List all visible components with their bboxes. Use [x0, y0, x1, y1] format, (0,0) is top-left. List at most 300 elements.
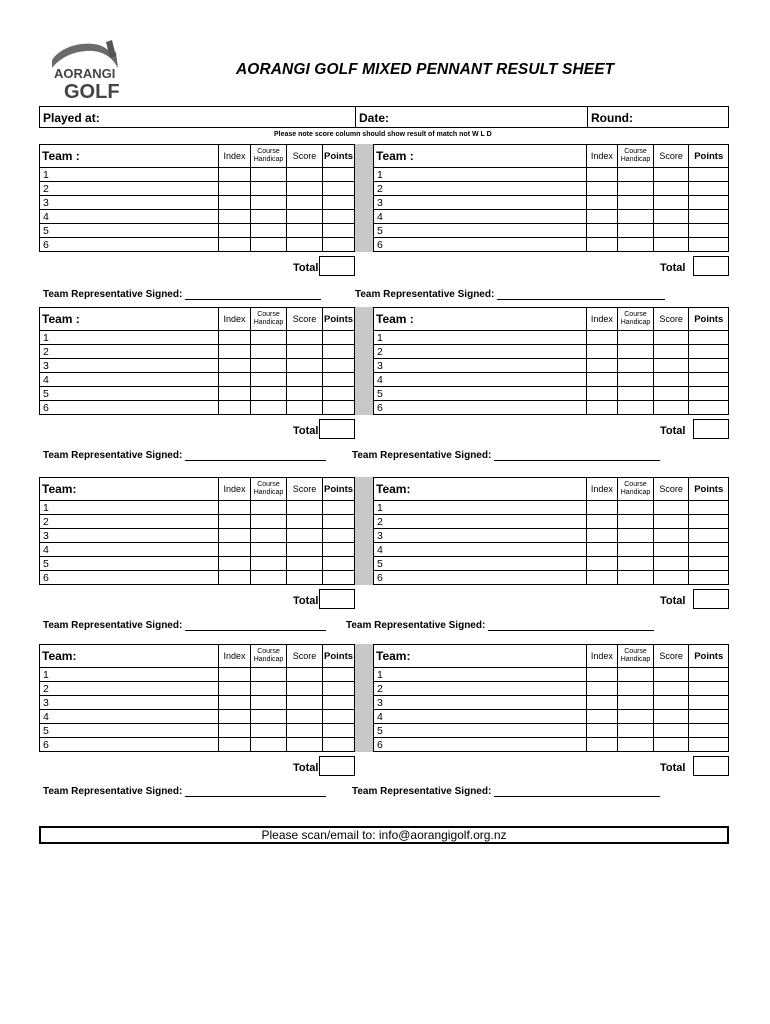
- right-player-name-cell[interactable]: 3: [373, 196, 587, 210]
- right-course-handicap-cell[interactable]: [618, 668, 654, 682]
- course-header-line1: Course: [257, 481, 280, 488]
- left-player-name-cell[interactable]: 1: [39, 501, 219, 515]
- right-player-name-cell[interactable]: 2: [373, 682, 587, 696]
- right-player-name-cell[interactable]: 4: [373, 210, 587, 224]
- right-index-cell[interactable]: [587, 696, 619, 710]
- left-points-cell[interactable]: [323, 682, 355, 696]
- right-points-cell[interactable]: [689, 724, 729, 738]
- left-index-cell[interactable]: [219, 571, 251, 585]
- left-total-field[interactable]: [319, 756, 355, 776]
- right-player-name-cell[interactable]: 3: [373, 696, 587, 710]
- right-index-cell[interactable]: [587, 168, 619, 182]
- left-score-cell[interactable]: [287, 345, 323, 359]
- left-score-cell[interactable]: [287, 668, 323, 682]
- left-index-cell[interactable]: [219, 182, 251, 196]
- right-points-cell[interactable]: [689, 359, 729, 373]
- right-course-handicap-cell[interactable]: [618, 224, 654, 238]
- right-points-cell[interactable]: [689, 557, 729, 571]
- left-index-cell[interactable]: [219, 668, 251, 682]
- left-course-handicap-cell[interactable]: [251, 401, 287, 415]
- right-player-row: [373, 738, 729, 752]
- left-player-name-cell[interactable]: 1: [39, 331, 219, 345]
- left-player-name-cell[interactable]: 4: [39, 543, 219, 557]
- left-total-field[interactable]: [319, 589, 355, 609]
- right-course-handicap-cell[interactable]: [618, 543, 654, 557]
- right-player-name-cell[interactable]: 5: [373, 724, 587, 738]
- left-player-row: [39, 359, 355, 373]
- round-field[interactable]: Round:: [591, 111, 633, 125]
- left-player-name-cell[interactable]: 2: [39, 182, 219, 196]
- left-player-name-cell[interactable]: 5: [39, 724, 219, 738]
- left-points-cell[interactable]: [323, 210, 355, 224]
- left-points-cell[interactable]: [323, 738, 355, 752]
- left-player-row: [39, 238, 355, 252]
- right-score-cell[interactable]: [654, 696, 690, 710]
- right-player-name-cell[interactable]: 5: [373, 224, 587, 238]
- left-player-name-cell[interactable]: 4: [39, 373, 219, 387]
- right-player-row: [373, 515, 729, 529]
- left-course-handicap-cell[interactable]: [251, 196, 287, 210]
- right-course-handicap-cell[interactable]: [618, 345, 654, 359]
- signature-line[interactable]: [185, 621, 326, 631]
- left-points-cell[interactable]: [323, 543, 355, 557]
- right-course-handicap-cell[interactable]: [618, 238, 654, 252]
- left-score-cell[interactable]: [287, 571, 323, 585]
- right-course-handicap-cell[interactable]: [618, 557, 654, 571]
- left-index-cell[interactable]: [219, 210, 251, 224]
- right-points-cell[interactable]: [689, 571, 729, 585]
- left-score-cell[interactable]: [287, 359, 323, 373]
- right-player-name-cell[interactable]: 6: [373, 401, 587, 415]
- left-score-cell[interactable]: [287, 401, 323, 415]
- right-points-cell[interactable]: [689, 529, 729, 543]
- right-points-cell[interactable]: [689, 331, 729, 345]
- right-score-cell[interactable]: [654, 682, 690, 696]
- right-player-name-cell[interactable]: 2: [373, 345, 587, 359]
- left-course-handicap-cell[interactable]: [251, 696, 287, 710]
- left-points-cell[interactable]: [323, 359, 355, 373]
- right-player-row: [373, 359, 729, 373]
- right-course-handicap-cell[interactable]: [618, 168, 654, 182]
- left-player-name-cell[interactable]: 6: [39, 738, 219, 752]
- right-points-cell[interactable]: [689, 668, 729, 682]
- right-course-handicap-cell[interactable]: [618, 373, 654, 387]
- left-index-cell[interactable]: [219, 238, 251, 252]
- left-team-table: [39, 644, 355, 752]
- left-points-cell[interactable]: [323, 724, 355, 738]
- left-score-cell[interactable]: [287, 196, 323, 210]
- right-index-cell[interactable]: [587, 557, 619, 571]
- right-team-name-field[interactable]: Team :: [373, 144, 587, 168]
- right-index-cell[interactable]: [587, 501, 619, 515]
- left-score-cell[interactable]: [287, 543, 323, 557]
- right-score-cell[interactable]: [654, 543, 690, 557]
- left-points-cell[interactable]: [323, 331, 355, 345]
- right-index-cell[interactable]: [587, 224, 619, 238]
- signature-line[interactable]: [497, 290, 665, 300]
- left-player-name-cell[interactable]: 3: [39, 696, 219, 710]
- left-index-cell[interactable]: [219, 501, 251, 515]
- right-index-header: Index: [587, 307, 619, 331]
- left-points-cell[interactable]: [323, 387, 355, 401]
- right-course-handicap-cell[interactable]: [618, 359, 654, 373]
- left-score-cell[interactable]: [287, 710, 323, 724]
- right-index-cell[interactable]: [587, 571, 619, 585]
- left-course-handicap-cell[interactable]: [251, 724, 287, 738]
- right-team-name-field[interactable]: Team:: [373, 644, 587, 668]
- left-player-name-cell[interactable]: 3: [39, 529, 219, 543]
- right-points-cell[interactable]: [689, 210, 729, 224]
- right-score-cell[interactable]: [654, 401, 690, 415]
- left-player-row: [39, 724, 355, 738]
- left-course-handicap-cell[interactable]: [251, 238, 287, 252]
- right-points-cell[interactable]: [689, 401, 729, 415]
- course-header-line1: Course: [257, 648, 280, 655]
- left-player-name-cell[interactable]: 6: [39, 571, 219, 585]
- right-score-cell[interactable]: [654, 501, 690, 515]
- left-index-cell[interactable]: [219, 710, 251, 724]
- right-score-cell[interactable]: [654, 331, 690, 345]
- right-points-cell[interactable]: [689, 238, 729, 252]
- right-points-cell[interactable]: [689, 710, 729, 724]
- right-player-name-cell[interactable]: 4: [373, 373, 587, 387]
- right-index-cell[interactable]: [587, 345, 619, 359]
- left-course-handicap-cell[interactable]: [251, 345, 287, 359]
- left-course-handicap-cell[interactable]: [251, 529, 287, 543]
- date-field[interactable]: Date:: [356, 107, 588, 127]
- left-course-handicap-cell[interactable]: [251, 331, 287, 345]
- left-player-name-cell[interactable]: 1: [39, 668, 219, 682]
- left-player-row: [39, 738, 355, 752]
- left-player-name-cell[interactable]: 2: [39, 345, 219, 359]
- right-course-handicap-cell[interactable]: [618, 738, 654, 752]
- right-points-cell[interactable]: [689, 543, 729, 557]
- left-player-name-cell[interactable]: 2: [39, 682, 219, 696]
- left-points-cell[interactable]: [323, 710, 355, 724]
- left-index-cell[interactable]: [219, 515, 251, 529]
- right-points-cell[interactable]: [689, 387, 729, 401]
- signature-line[interactable]: [185, 451, 326, 461]
- left-player-name-cell[interactable]: 4: [39, 710, 219, 724]
- right-score-cell[interactable]: [654, 738, 690, 752]
- right-course-handicap-cell[interactable]: [618, 529, 654, 543]
- left-score-cell[interactable]: [287, 738, 323, 752]
- right-index-cell[interactable]: [587, 331, 619, 345]
- left-score-cell[interactable]: [287, 373, 323, 387]
- right-team-name-field[interactable]: Team :: [373, 307, 587, 331]
- right-score-cell[interactable]: [654, 224, 690, 238]
- right-score-cell[interactable]: [654, 515, 690, 529]
- right-points-cell[interactable]: [689, 224, 729, 238]
- left-points-cell[interactable]: [323, 557, 355, 571]
- left-course-handicap-cell[interactable]: [251, 501, 287, 515]
- left-player-name-cell[interactable]: 5: [39, 224, 219, 238]
- right-player-name-cell[interactable]: 4: [373, 543, 587, 557]
- left-team-name-field[interactable]: Team:: [39, 477, 219, 501]
- right-points-cell[interactable]: [689, 696, 729, 710]
- left-course-handicap-cell[interactable]: [251, 710, 287, 724]
- signature-line[interactable]: [488, 621, 654, 631]
- left-index-cell[interactable]: [219, 387, 251, 401]
- right-player-name-cell[interactable]: 5: [373, 557, 587, 571]
- right-index-cell[interactable]: [587, 238, 619, 252]
- right-index-cell[interactable]: [587, 724, 619, 738]
- left-score-cell[interactable]: [287, 724, 323, 738]
- left-score-cell[interactable]: [287, 515, 323, 529]
- right-course-handicap-cell[interactable]: [618, 571, 654, 585]
- left-points-cell[interactable]: [323, 501, 355, 515]
- right-points-cell[interactable]: [689, 501, 729, 515]
- left-total-field[interactable]: [319, 256, 355, 276]
- left-points-cell[interactable]: [323, 696, 355, 710]
- left-team-name-field[interactable]: Team:: [39, 644, 219, 668]
- left-course-handicap-cell[interactable]: [251, 668, 287, 682]
- left-points-cell[interactable]: [323, 515, 355, 529]
- left-points-cell[interactable]: [323, 345, 355, 359]
- right-player-name-cell[interactable]: 3: [373, 529, 587, 543]
- left-points-cell[interactable]: [323, 196, 355, 210]
- right-score-cell[interactable]: [654, 724, 690, 738]
- left-course-handicap-cell[interactable]: [251, 182, 287, 196]
- left-course-handicap-cell[interactable]: [251, 543, 287, 557]
- right-course-handicap-cell[interactable]: [618, 387, 654, 401]
- right-course-handicap-header: [618, 644, 654, 668]
- right-index-cell[interactable]: [587, 738, 619, 752]
- left-player-row: [39, 401, 355, 415]
- right-player-row: [373, 696, 729, 710]
- right-points-cell[interactable]: [689, 182, 729, 196]
- left-points-cell[interactable]: [323, 668, 355, 682]
- right-score-cell[interactable]: [654, 710, 690, 724]
- right-player-name-cell[interactable]: 5: [373, 387, 587, 401]
- right-points-cell[interactable]: [689, 168, 729, 182]
- left-score-cell[interactable]: [287, 387, 323, 401]
- left-player-name-cell[interactable]: 4: [39, 210, 219, 224]
- right-course-handicap-cell[interactable]: [618, 515, 654, 529]
- right-index-cell[interactable]: [587, 196, 619, 210]
- left-score-cell[interactable]: [287, 529, 323, 543]
- right-score-cell[interactable]: [654, 210, 690, 224]
- course-header-line2: Handicap: [253, 319, 284, 326]
- right-score-cell[interactable]: [654, 359, 690, 373]
- right-player-name-cell[interactable]: 1: [373, 168, 587, 182]
- left-player-row: [39, 224, 355, 238]
- right-course-handicap-cell[interactable]: [618, 724, 654, 738]
- right-points-header: Points: [689, 144, 729, 168]
- left-points-cell[interactable]: [323, 401, 355, 415]
- left-score-cell[interactable]: [287, 696, 323, 710]
- left-course-handicap-cell[interactable]: [251, 387, 287, 401]
- right-player-row: [373, 710, 729, 724]
- right-points-cell[interactable]: [689, 738, 729, 752]
- right-index-cell[interactable]: [587, 515, 619, 529]
- right-index-cell[interactable]: [587, 682, 619, 696]
- left-course-handicap-cell[interactable]: [251, 682, 287, 696]
- left-index-cell[interactable]: [219, 373, 251, 387]
- left-points-cell[interactable]: [323, 224, 355, 238]
- right-points-cell[interactable]: [689, 196, 729, 210]
- left-player-name-cell[interactable]: 3: [39, 196, 219, 210]
- right-player-name-cell[interactable]: 4: [373, 710, 587, 724]
- left-index-cell[interactable]: [219, 529, 251, 543]
- left-player-name-cell[interactable]: 2: [39, 515, 219, 529]
- right-player-name-cell[interactable]: 2: [373, 182, 587, 196]
- left-index-cell[interactable]: [219, 401, 251, 415]
- right-course-handicap-cell[interactable]: [618, 210, 654, 224]
- left-player-name-cell[interactable]: 5: [39, 557, 219, 571]
- right-player-name-cell[interactable]: 6: [373, 238, 587, 252]
- left-index-cell[interactable]: [219, 738, 251, 752]
- right-course-handicap-cell[interactable]: [618, 196, 654, 210]
- right-total-label: Total: [660, 262, 686, 274]
- result-table-block: [39, 307, 729, 442]
- left-score-cell[interactable]: [287, 682, 323, 696]
- right-score-header: Score: [654, 307, 690, 331]
- signature-line[interactable]: [185, 787, 326, 797]
- left-team-name-field[interactable]: Team :: [39, 307, 219, 331]
- right-score-cell[interactable]: [654, 196, 690, 210]
- right-points-cell[interactable]: [689, 515, 729, 529]
- right-course-handicap-cell[interactable]: [618, 710, 654, 724]
- left-course-handicap-cell[interactable]: [251, 224, 287, 238]
- signature-line[interactable]: [494, 451, 660, 461]
- left-index-cell[interactable]: [219, 682, 251, 696]
- right-score-cell[interactable]: [654, 668, 690, 682]
- left-score-cell[interactable]: [287, 501, 323, 515]
- right-score-cell[interactable]: [654, 571, 690, 585]
- left-course-handicap-cell[interactable]: [251, 210, 287, 224]
- left-course-handicap-header: [251, 144, 287, 168]
- left-points-cell[interactable]: [323, 373, 355, 387]
- right-score-cell[interactable]: [654, 373, 690, 387]
- left-score-cell[interactable]: [287, 224, 323, 238]
- right-score-cell[interactable]: [654, 168, 690, 182]
- left-points-cell[interactable]: [323, 238, 355, 252]
- right-index-cell[interactable]: [587, 373, 619, 387]
- right-index-cell[interactable]: [587, 401, 619, 415]
- right-score-cell[interactable]: [654, 238, 690, 252]
- left-points-cell[interactable]: [323, 571, 355, 585]
- signed-label: Team Representative Signed:: [355, 289, 495, 300]
- left-course-handicap-header: [251, 644, 287, 668]
- left-total-label: Total: [293, 762, 319, 774]
- left-course-handicap-cell[interactable]: [251, 168, 287, 182]
- right-score-cell[interactable]: [654, 182, 690, 196]
- left-score-cell[interactable]: [287, 210, 323, 224]
- left-index-cell[interactable]: [219, 224, 251, 238]
- left-points-cell[interactable]: [323, 529, 355, 543]
- right-total-field[interactable]: [693, 589, 729, 609]
- left-index-cell[interactable]: [219, 696, 251, 710]
- right-total-field[interactable]: [693, 419, 729, 439]
- right-index-header: Index: [587, 644, 619, 668]
- right-index-cell[interactable]: [587, 529, 619, 543]
- left-course-handicap-cell[interactable]: [251, 359, 287, 373]
- right-player-name-cell[interactable]: 2: [373, 515, 587, 529]
- right-player-name-cell[interactable]: 3: [373, 359, 587, 373]
- left-player-name-cell[interactable]: 1: [39, 168, 219, 182]
- right-points-cell[interactable]: [689, 373, 729, 387]
- left-player-name-cell[interactable]: 6: [39, 401, 219, 415]
- right-player-name-cell[interactable]: 6: [373, 571, 587, 585]
- course-header-line2: Handicap: [620, 156, 651, 163]
- left-index-cell[interactable]: [219, 331, 251, 345]
- left-score-cell[interactable]: [287, 238, 323, 252]
- right-team-table: [373, 144, 729, 252]
- left-course-handicap-cell[interactable]: [251, 738, 287, 752]
- signature-line[interactable]: [185, 290, 321, 300]
- left-player-row: [39, 557, 355, 571]
- left-player-name-cell[interactable]: 3: [39, 359, 219, 373]
- left-course-handicap-cell[interactable]: [251, 373, 287, 387]
- right-score-header: Score: [654, 477, 690, 501]
- played-at-field[interactable]: Played at:: [40, 107, 356, 127]
- left-course-handicap-cell[interactable]: [251, 571, 287, 585]
- left-points-cell[interactable]: [323, 182, 355, 196]
- left-index-cell[interactable]: [219, 359, 251, 373]
- right-index-cell[interactable]: [587, 182, 619, 196]
- left-index-cell[interactable]: [219, 557, 251, 571]
- left-score-cell[interactable]: [287, 182, 323, 196]
- left-player-name-cell[interactable]: 6: [39, 238, 219, 252]
- right-index-cell[interactable]: [587, 710, 619, 724]
- right-course-handicap-cell[interactable]: [618, 182, 654, 196]
- right-course-handicap-cell[interactable]: [618, 501, 654, 515]
- left-index-cell[interactable]: [219, 196, 251, 210]
- right-player-name-cell[interactable]: 1: [373, 501, 587, 515]
- left-index-cell[interactable]: [219, 168, 251, 182]
- right-total-field[interactable]: [693, 256, 729, 276]
- right-player-name-cell[interactable]: 1: [373, 668, 587, 682]
- right-player-name-cell[interactable]: 6: [373, 738, 587, 752]
- right-points-cell[interactable]: [689, 682, 729, 696]
- left-points-cell[interactable]: [323, 168, 355, 182]
- right-score-cell[interactable]: [654, 345, 690, 359]
- right-course-handicap-cell[interactable]: [618, 401, 654, 415]
- left-score-cell[interactable]: [287, 557, 323, 571]
- right-score-cell[interactable]: [654, 387, 690, 401]
- left-player-name-cell[interactable]: 5: [39, 387, 219, 401]
- course-header-line2: Handicap: [620, 489, 651, 496]
- right-index-cell[interactable]: [587, 387, 619, 401]
- right-index-cell[interactable]: [587, 543, 619, 557]
- right-points-cell[interactable]: [689, 345, 729, 359]
- left-course-handicap-cell[interactable]: [251, 515, 287, 529]
- left-team-name-field[interactable]: Team :: [39, 144, 219, 168]
- left-index-cell[interactable]: [219, 345, 251, 359]
- right-course-handicap-cell[interactable]: [618, 331, 654, 345]
- right-score-cell[interactable]: [654, 529, 690, 543]
- right-player-name-cell[interactable]: 1: [373, 331, 587, 345]
- right-player-row: [373, 557, 729, 571]
- left-course-handicap-cell[interactable]: [251, 557, 287, 571]
- left-course-handicap-header: [251, 477, 287, 501]
- right-score-cell[interactable]: [654, 557, 690, 571]
- right-index-cell[interactable]: [587, 359, 619, 373]
- left-index-cell[interactable]: [219, 724, 251, 738]
- right-course-handicap-cell[interactable]: [618, 682, 654, 696]
- left-total-field[interactable]: [319, 419, 355, 439]
- signature-line[interactable]: [494, 787, 660, 797]
- right-index-cell[interactable]: [587, 668, 619, 682]
- left-score-cell[interactable]: [287, 331, 323, 345]
- right-index-cell[interactable]: [587, 210, 619, 224]
- right-course-handicap-cell[interactable]: [618, 696, 654, 710]
- left-score-cell[interactable]: [287, 168, 323, 182]
- right-total-field[interactable]: [693, 756, 729, 776]
- left-index-cell[interactable]: [219, 543, 251, 557]
- right-team-name-field[interactable]: Team:: [373, 477, 587, 501]
